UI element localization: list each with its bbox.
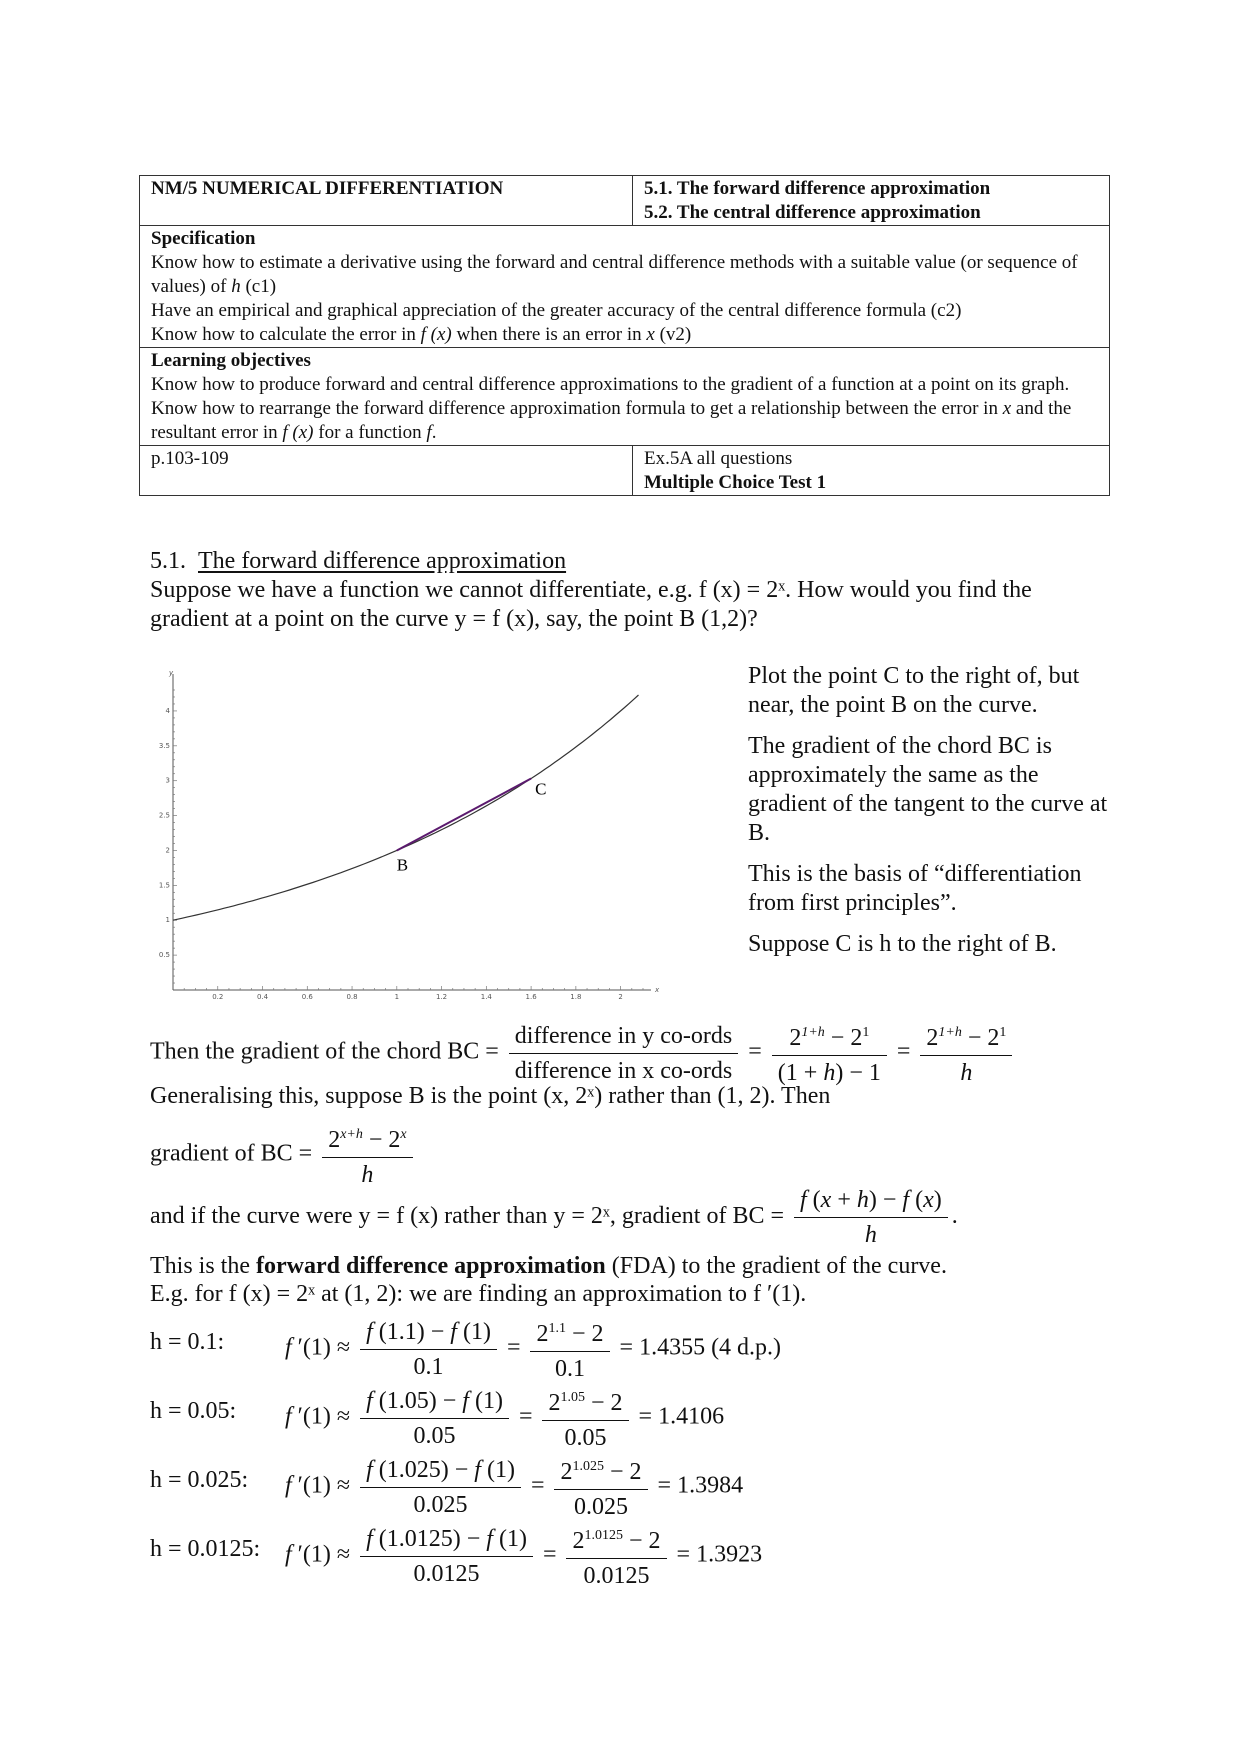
test-ref: Multiple Choice Test 1 [644, 472, 827, 493]
unit-sections [633, 176, 1110, 226]
y-tick-label: 2 [165, 846, 170, 855]
exercises-cell [633, 446, 1110, 496]
y-tick-label: 3.5 [158, 741, 170, 750]
section-5-2: 5.2. The central difference approximation [644, 202, 981, 223]
h-label-3: h = 0.025: [150, 1467, 249, 1493]
fda-row-4: f ′(1) ≈ $\frac{f (1.0125) - f (1)}{0.0125}$ = $\frac{2^{1.0125} - 2}{0.0125}$ = 1.3923 [285, 1519, 762, 1593]
side-explanation [748, 662, 1108, 971]
generalise-line: Generalising this, suppose B is the point (x, 2ˣ) rather than (1, 2). Then [150, 1083, 831, 1109]
intro-line-2: gradient at a point on the curve y = f (x), say, the point B (1,2)? [150, 606, 758, 632]
x-tick-label: 0.6 [301, 993, 313, 1001]
curve-2-power-x [173, 695, 639, 920]
spec-item-2: Have an empirical and graphical appreciation of the greater accuracy of the central difference formula (c2) [151, 300, 962, 321]
y-tick-label: 1 [165, 916, 170, 925]
x-tick-label: 1.4 [480, 993, 492, 1001]
h-label-2: h = 0.05: [150, 1398, 237, 1424]
specification-heading: Specification [151, 228, 256, 249]
point-c-label: C [535, 779, 547, 799]
spec-item-3: Know how to calculate the error in f (x) when there is an error in x (v2) [151, 324, 692, 345]
exercise-ref: Ex.5A all questions [644, 448, 793, 469]
y-tick-label: 0.5 [158, 951, 170, 960]
x-tick-label: 0.8 [346, 993, 358, 1001]
specification-table [139, 175, 1110, 496]
y-axis-label: y [169, 669, 174, 677]
x-axis-label: x [655, 986, 660, 994]
x-tick-label: 1.6 [525, 993, 537, 1001]
y-tick-label: 3 [165, 776, 170, 785]
x-tick-labels [212, 993, 623, 1001]
h-label-1: h = 0.1: [150, 1329, 225, 1355]
learning-objectives-cell [140, 348, 1110, 446]
side-paragraph-3: This is the basis of “differentiation from first principles”. [748, 861, 1082, 916]
side-paragraph-4: Suppose C is h to the right of B. [748, 931, 1057, 957]
learning-objectives-heading: Learning objectives [151, 350, 311, 371]
textbook-pages: p.103-109 [140, 446, 633, 496]
section-heading: 5.1. The forward difference approximation [150, 548, 567, 574]
fda-row-3: f ′(1) ≈ $\frac{f (1.025) - f (1)}{0.025}$ = $\frac{2^{1.025} - 2}{0.025}$ = 1.3984 [285, 1450, 743, 1524]
section-5-1: 5.1. The forward difference approximation [644, 178, 991, 199]
x-tick-label: 2 [618, 993, 623, 1001]
x-tick-label: 1 [394, 993, 400, 1001]
h-label-4: h = 0.0125: [150, 1536, 261, 1562]
x-tick-label: 1.8 [570, 993, 582, 1001]
objective-1: Know how to produce forward and central difference approximations to the gradient of a function at a point on its graph. [151, 374, 1070, 395]
x-tick-label: 0.2 [212, 993, 224, 1001]
example-line: E.g. for f (x) = 2ˣ at (1, 2): we are finding an approximation to f ′(1). [150, 1281, 807, 1307]
specification-cell [140, 226, 1110, 348]
exponential-graph [158, 668, 720, 1001]
chord-bc [397, 779, 531, 851]
unit-title: NM/5 NUMERICAL DIFFERENTIATION [140, 176, 633, 226]
fda-general-equation: and if the curve were y = f (x) rather than y = 2ˣ, gradient of BC = $\frac{f (x + h) - f (x)}{h}$ . [150, 1183, 958, 1252]
side-paragraph-2: The gradient of the chord BC is approximately the same as the gradient of the tangent to the curve at B. [748, 733, 1108, 846]
y-tick-label: 1.5 [158, 881, 170, 890]
chord-gradient-equation: Then the gradient of the chord BC = $\frac{\text{difference in y co-ords}}{\text{difference in x co-ords}}$ = $\frac{2^{1+h} - 2^1}{(1 + h) - 1}$ = $\frac{2^{1+h} - 2^1}{h}$ [150, 1016, 1016, 1090]
y-tick-label: 2.5 [158, 811, 170, 820]
point-b-label: B [396, 855, 409, 875]
objective-2: Know how to rearrange the forward difference approximation formula to get a relationship between the error in x and the resultant error in f (x) for a function f. [151, 398, 1072, 443]
y-tick-label: 4 [165, 706, 170, 715]
fda-row-1: f ′(1) ≈ $\frac{f (1.1) - f (1)}{0.1}$ = $\frac{2^{1.1} - 2}{0.1}$ = 1.4355 (4 d.p.) [285, 1312, 781, 1386]
x-tick-label: 1.2 [436, 993, 448, 1001]
fda-definition: This is the forward difference approximation (FDA) to the gradient of the curve. [150, 1253, 947, 1279]
side-paragraph-1: Plot the point C to the right of, but near, the point B on the curve. [748, 663, 1080, 718]
x-tick-label: 0.4 [256, 993, 269, 1001]
graph-axes [173, 674, 651, 990]
spec-item-1: Know how to estimate a derivative using the forward and central difference methods with a suitable value (or sequence of values) of h (c1) [151, 252, 1078, 297]
y-tick-labels [159, 707, 171, 959]
fda-row-2: f ′(1) ≈ $\frac{f (1.05) - f (1)}{0.05}$ = $\frac{2^{1.05} - 2}{0.05}$ = 1.4106 [285, 1381, 724, 1455]
intro-line-1: Suppose we have a function we cannot differentiate, e.g. f (x) = 2ˣ. How would you find the [150, 577, 1032, 603]
general-gradient-equation: gradient of BC = $\frac{2^{x+h} - 2^x}{h}$ [150, 1118, 417, 1192]
